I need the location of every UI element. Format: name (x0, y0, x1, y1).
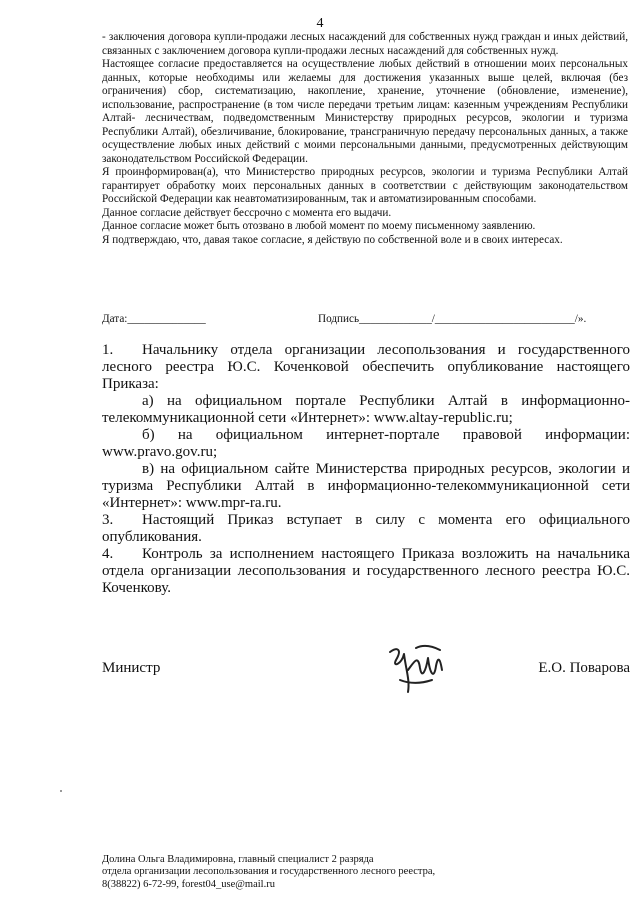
item-3-text: Настоящий Приказ вступает в силу с момента его официального опубликования. (102, 512, 630, 545)
date-field: Дата:______________ (102, 313, 206, 325)
document-footer (102, 854, 622, 891)
item-1-number: 1. (102, 342, 114, 358)
footer-line-3: 8(38822) 6-72-99, forest04_use@mail.ru (102, 878, 275, 890)
item-4-number: 4. (102, 546, 114, 562)
item-1-sub-b: б) на официальном интернет-портале правовой информации: www.pravo.gov.ru; (102, 427, 630, 460)
item-4-text: Контроль за исполнением настоящего Приказа возложить на начальника отдела организации лесопользования и государственного лесного реестра Ю.С. Коченкову. (102, 546, 630, 596)
handwritten-signature (380, 640, 460, 700)
item-1-sub-c: в) на официальном сайте Министерства природных ресурсов, экологии и туризма Республики Алтай в информационно-телекоммуникационной сети «Интернет»: www.mpr-ra.ru. (102, 461, 630, 511)
item-3-number: 3. (102, 512, 114, 528)
consent-paragraph-2: Настоящее согласие предоставляется на осуществление любых действий в отношении моих персональных данных, которые необходимы или желаемы для достижения указанных выше целей, включая (без ограничения) сбор, систематизацию, накопление, хранение, уточнение (обновление, изменение), использование, распространение (в том числе передачи третьим лицам: казенным учреждениям Республики Алтай- лесничествам, подведомственным Министерству природных ресурсов, экологии и туризма Республики Алтай), обезличивание, блокирование, трансграничную передачу персональных данных, а также осуществление любых иных действий с моими персональными данными, предусмотренных действующим законодательством Российской Федерации. (102, 58, 628, 165)
item-1 (102, 342, 630, 393)
item-1-sub-a: а) на официальном портале Республики Алтай в информационно-телекоммуникационной сети «Интернет»: www.altay-republic.ru; (102, 393, 630, 426)
footer-line-1: Долина Ольга Владимировна, главный специалист 2 разряда (102, 854, 374, 865)
margin-mark (60, 790, 62, 792)
consent-paragraph-4: Данное согласие действует бессрочно с момента его выдачи. (102, 206, 392, 219)
signatory-name: Е.О. Поварова (538, 660, 630, 676)
consent-paragraph-3: Я проинформирован(а), что Министерство природных ресурсов, экологии и туризма Республики Алтай гарантирует обработку моих персональных данных в соответствии с действующим законодательством Российской Федерации как неавтоматизированным, так и автоматизированным способами. (102, 166, 628, 205)
item-4 (102, 546, 630, 597)
page-number: 4 (316, 16, 324, 31)
signature-field: Подпись_____________/_________________________/». (318, 313, 587, 325)
item-1-text: Начальнику отдела организации лесопользования и государственного лесного реестра Ю.С. Коченковой обеспечить опубликование настоящего Приказа: (102, 342, 630, 392)
footer-line-2: отдела организации лесопользования и государственного лесного реестра, (102, 866, 436, 878)
order-items (102, 342, 630, 597)
consent-paragraph-5: Данное согласие может быть отозвано в любой момент по моему письменному заявлению. (102, 220, 536, 232)
consent-paragraph-1: - заключения договора купли-продажи лесных насаждений для собственных нужд граждан и иных действий, связанных с заключением договора купли-продажи лесных насаждений для собственных нужд. (102, 31, 628, 57)
consent-block (102, 31, 628, 247)
item-3 (102, 512, 630, 546)
signatory-role: Министр (102, 660, 161, 676)
consent-paragraph-6: Я подтверждаю, что, давая такое согласие, я действую по собственной воле и в своих интересах. (102, 233, 563, 246)
